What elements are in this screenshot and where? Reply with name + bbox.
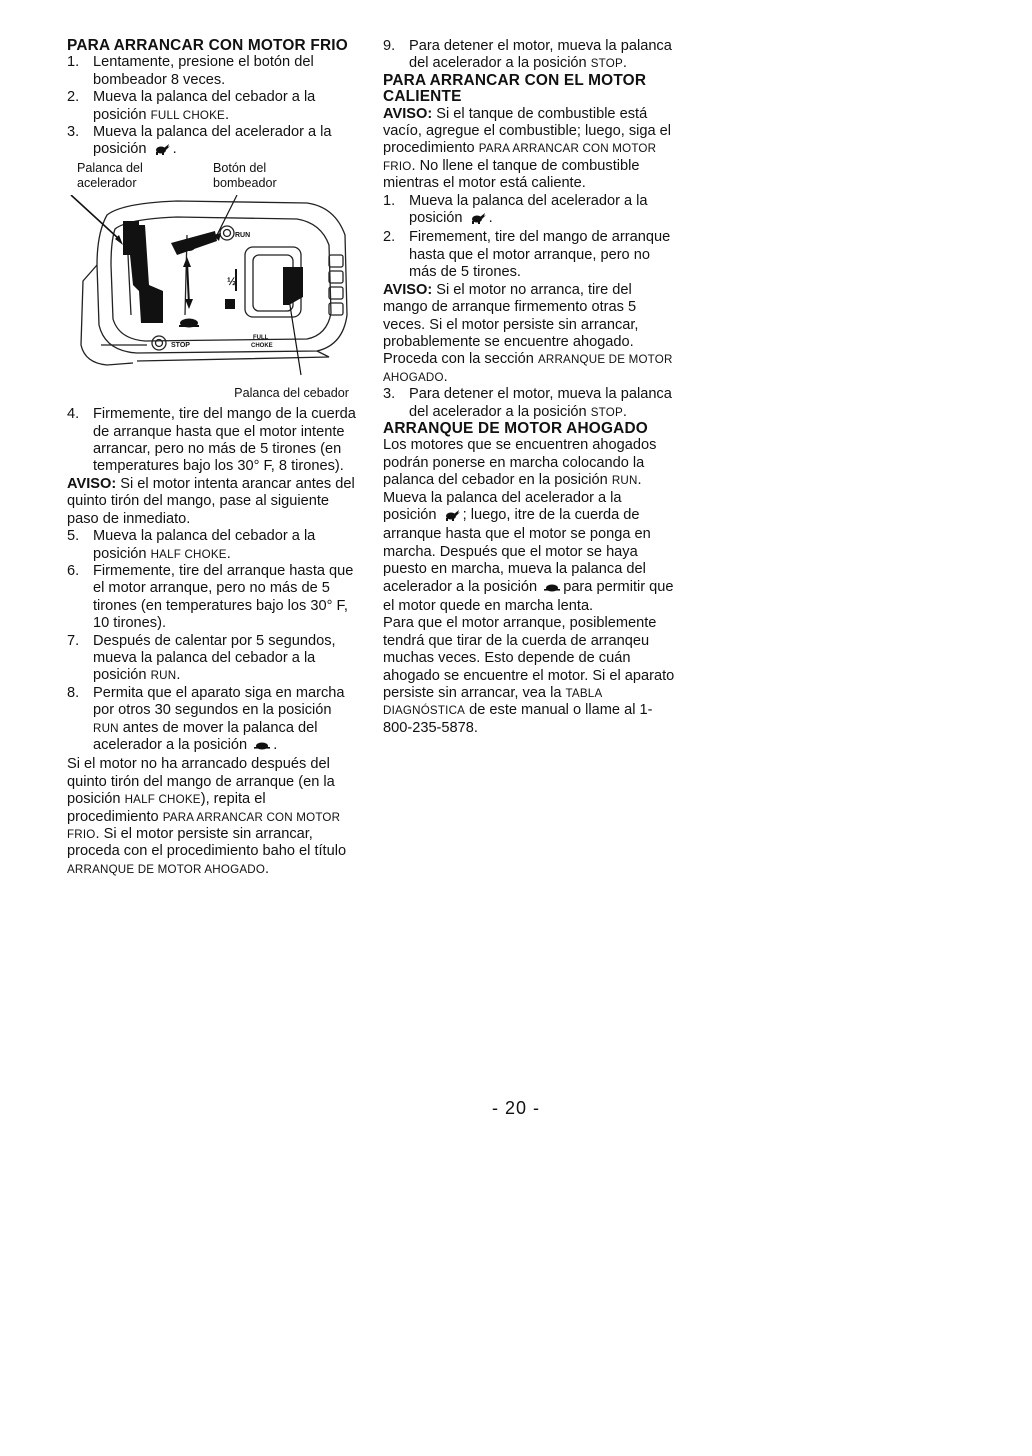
step-7 — [67, 633, 359, 685]
turtle-slow-icon — [544, 581, 560, 598]
final-term: PARA ARRANCAR CON MOTOR FRIO — [67, 810, 341, 841]
step-number: 2. — [67, 89, 80, 106]
step-term: FULL CHOKE — [150, 108, 225, 122]
step-text: Después de calentar por 5 segundos, mueva la palanca del cebador a la posición — [93, 632, 336, 684]
aviso-paragraph — [67, 476, 359, 528]
aviso-paragraph — [383, 106, 677, 193]
step-number: 3. — [383, 386, 396, 403]
hot-step-3 — [383, 386, 677, 421]
step-number: 6. — [67, 562, 80, 579]
step-text-end: . — [172, 141, 177, 158]
aviso-label: AVISO: — [67, 475, 117, 492]
step-text-end: . — [224, 106, 230, 123]
step-number: 7. — [67, 632, 80, 649]
rabbit-fast-icon — [444, 509, 460, 526]
step-1 — [67, 54, 359, 89]
step-3 — [67, 124, 359, 161]
step-number: 3. — [67, 124, 80, 141]
turtle-slow-icon — [179, 318, 199, 327]
final-text: . — [265, 860, 270, 877]
step-term: HALF CHOKE — [150, 547, 227, 561]
step-text: Mueva la palanca del acelerador a la posición — [93, 124, 332, 158]
step-9 — [383, 38, 677, 73]
aviso-text: . — [443, 368, 448, 385]
run-label: RUN — [235, 231, 251, 239]
step-text: Para detener el motor, mueva la palanca del acelerador a la posición — [409, 38, 672, 72]
step-number: 9. — [383, 38, 396, 54]
engine-controls-figure — [67, 195, 359, 385]
label-throttle-lever: Palanca del acelerador — [77, 160, 143, 190]
heading-hot-start: PARA ARRANCAR CON EL MOTOR CALIENTE — [383, 71, 647, 106]
left-column — [67, 38, 359, 878]
aviso-text: Si el tanque de combustible está vacío, agregue el combustible; luego, siga el procedimiento — [383, 105, 671, 157]
step-6 — [67, 563, 359, 633]
stop-label: STOP — [171, 341, 190, 349]
step-text: Firmemente, tire del arranque hasta que el motor arranque, pero no más de 5 tirones (en temperatures bajo los 30° F, 10 tirones). — [93, 562, 354, 632]
choke-label: CHOKE — [251, 342, 273, 349]
step-2 — [67, 89, 359, 124]
final-term: HALF CHOKE — [124, 793, 201, 807]
step-term: STOP — [590, 57, 623, 71]
aviso-label: AVISO: — [383, 281, 433, 298]
rabbit-fast-icon — [154, 143, 170, 160]
final-text: ), repita el procedimiento — [67, 791, 266, 825]
step-text: Firmemente, tire del mango de la cuerda de arranque hasta que el motor intente arrancar, pero no más de 5 tirones (en temperatures bajo los 30° F, 8 tirones). — [93, 406, 356, 475]
flood-term: TABLA DIAGNÓSTICA — [383, 687, 602, 718]
label-primer-button: Botón del bombeador — [213, 160, 277, 190]
final-paragraph — [67, 756, 359, 878]
engine-controls-illustration — [67, 195, 359, 385]
step-number: 5. — [67, 528, 80, 545]
step-text-end: . — [488, 210, 493, 227]
step-number: 4. — [67, 406, 80, 423]
flood-term: RUN — [611, 474, 638, 488]
figure-labels — [67, 161, 359, 195]
final-text: . Si el motor persiste sin arrancar, proceda con el procedimiento baho el título — [67, 826, 347, 860]
final-term: ARRANQUE DE MOTOR AHOGADO — [67, 862, 266, 876]
step-text: Mueva la palanca del cebador a la posición — [93, 89, 316, 123]
step-number: 1. — [67, 54, 80, 71]
half-label: ½ — [227, 275, 237, 288]
rabbit-fast-icon — [470, 212, 486, 229]
page-number: - 20 - — [491, 1098, 540, 1118]
aviso-label: AVISO: — [383, 105, 433, 122]
aviso-text: Si el motor intenta arancar antes del quinto tirón del mango, pase al siguiente paso de inmediato. — [67, 475, 355, 527]
heading-cold-start: PARA ARRANCAR CON MOTOR FRIO — [67, 37, 348, 54]
step-text-end: . — [622, 55, 627, 72]
flood-text: Para que el motor arranque, posiblemente tendrá que tirar de la cuerda de arranqeu muchas veces. Esto depende de cuán ahogado se encuentre el motor. Si el aparato persiste sin arrancar, vea la — [383, 615, 675, 702]
step-number: 1. — [383, 192, 396, 209]
right-column — [383, 38, 677, 737]
flood-text: de este manual o llame al 1-800-235-5878. — [383, 702, 653, 736]
step-text: Lentamente, presione el botón del bombeador 8 veces. — [93, 54, 314, 88]
step-number: 2. — [383, 229, 396, 246]
step-text: Permita que el aparato siga en marcha por otros 30 segundos en la posición — [93, 684, 345, 719]
step-text-end: . — [176, 667, 181, 684]
step-4 — [67, 406, 359, 476]
turtle-slow-icon — [254, 739, 270, 756]
flooded-paragraph-1 — [383, 437, 677, 615]
step-text-end: . — [226, 545, 231, 562]
aviso-term: PARA ARRANCAR CON MOTOR FRIO — [383, 142, 657, 173]
step-text: Firemement, tire del mango de arranque hasta que el motor arranque, pero no más de 5 tirones. — [409, 229, 671, 281]
flood-text: para permitir que el motor quede en marcha lenta. — [383, 578, 674, 614]
step-term: STOP — [590, 405, 623, 419]
step-term: RUN — [93, 721, 119, 735]
step-text-mid: antes de mover la palanca del acelerador a la posición — [93, 719, 318, 753]
aviso-text: . No llene el tanque de combustible mientras el motor está caliente. — [383, 157, 640, 192]
step-8 — [67, 685, 359, 757]
flood-text: Los motores que se encuentren ahogados podrán ponerse en marcha colocando la palanca del cebador en la posición — [383, 437, 657, 489]
flood-text: ; luego, itre de la cuerda de arranque hasta que el motor se ponga en marcha. Después que el motor se haya puesto en marcha, mueva la palanca del acelerador a la posición — [383, 506, 651, 595]
aviso-text: Si el motor no arranca, tire del mango de arranque firmemento otras 5 veces. Si el motor persiste sin arrancar, probablemente se encuentre ahogado. Proceda con la sección — [383, 281, 639, 368]
step-term: RUN — [150, 669, 177, 683]
step-number: 8. — [67, 684, 80, 701]
step-text-end: . — [273, 736, 278, 753]
step-text-end: . — [622, 403, 627, 420]
step-5 — [67, 528, 359, 563]
full-label: FULL — [253, 334, 269, 341]
step-text: Mueva la palanca del cebador a la posición — [93, 528, 316, 562]
step-text: Mueva la palanca del acelerador a la posición — [409, 192, 648, 227]
step-text: Para detener el motor, mueva la palanca del acelerador a la posición — [409, 386, 672, 420]
label-choke-lever: Palanca del cebador — [234, 385, 349, 400]
flood-text: . Mueva la palanca del acelerador a la posición — [383, 472, 642, 523]
heading-flooded-start: ARRANQUE DE MOTOR AHOGADO — [383, 419, 648, 437]
hot-step-2 — [383, 229, 677, 281]
aviso-term: ARRANQUE DE MOTOR AHOGADO — [383, 353, 673, 384]
flooded-paragraph-2 — [383, 615, 677, 737]
aviso-paragraph — [383, 282, 677, 386]
final-text: Si el motor no ha arrancado después del quinto tirón del mango de arranque (en la posición — [67, 756, 335, 808]
hot-step-1 — [383, 193, 677, 230]
